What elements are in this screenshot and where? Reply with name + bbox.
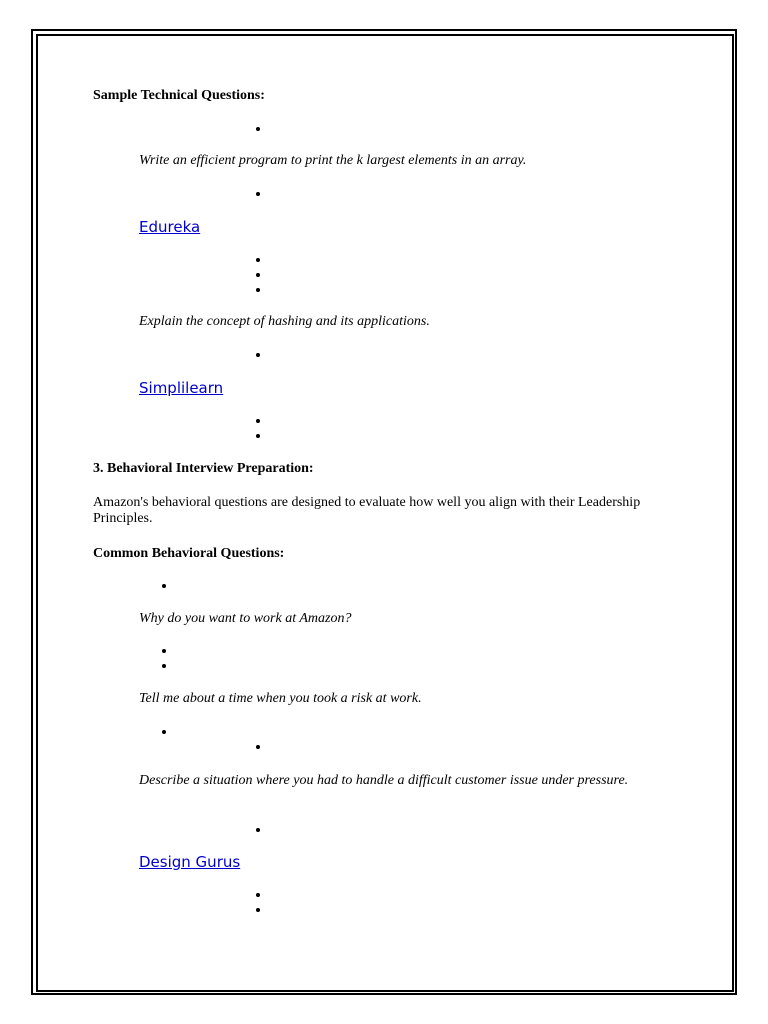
list-bullet <box>256 908 260 912</box>
simplilearn-link[interactable]: Simplilearn <box>139 379 224 397</box>
design-gurus-link[interactable]: Design Gurus <box>139 853 241 871</box>
list-bullet <box>256 192 260 196</box>
list-bullet <box>256 258 260 262</box>
behavioral-question-3: Describe a situation where you had to handle a difficult customer issue under pressure. <box>139 773 629 788</box>
list-bullet <box>162 584 166 588</box>
technical-questions-heading: Sample Technical Questions: <box>93 88 265 103</box>
technical-question-2: Explain the concept of hashing and its applications. <box>139 314 430 329</box>
list-bullet <box>256 353 260 357</box>
behavioral-question-1: Why do you want to work at Amazon? <box>139 611 352 626</box>
list-bullet <box>256 828 260 832</box>
behavioral-question-2: Tell me about a time when you took a risk at work. <box>139 691 422 706</box>
list-bullet <box>162 730 166 734</box>
behavioral-intro-paragraph: Amazon's behavioral questions are designed to evaluate how well you align with their Leadership Principles. <box>93 495 641 526</box>
common-behavioral-heading: Common Behavioral Questions: <box>93 546 285 561</box>
list-bullet <box>256 127 260 131</box>
list-bullet <box>256 273 260 277</box>
behavioral-prep-heading: 3. Behavioral Interview Preparation: <box>93 461 314 476</box>
edureka-link[interactable]: Edureka <box>139 218 201 236</box>
list-bullet <box>256 745 260 749</box>
list-bullet <box>256 434 260 438</box>
list-bullet <box>256 288 260 292</box>
list-bullet <box>256 893 260 897</box>
list-bullet <box>162 649 166 653</box>
list-bullet <box>162 664 166 668</box>
technical-question-1: Write an efficient program to print the k largest elements in an array. <box>139 153 527 168</box>
list-bullet <box>256 419 260 423</box>
